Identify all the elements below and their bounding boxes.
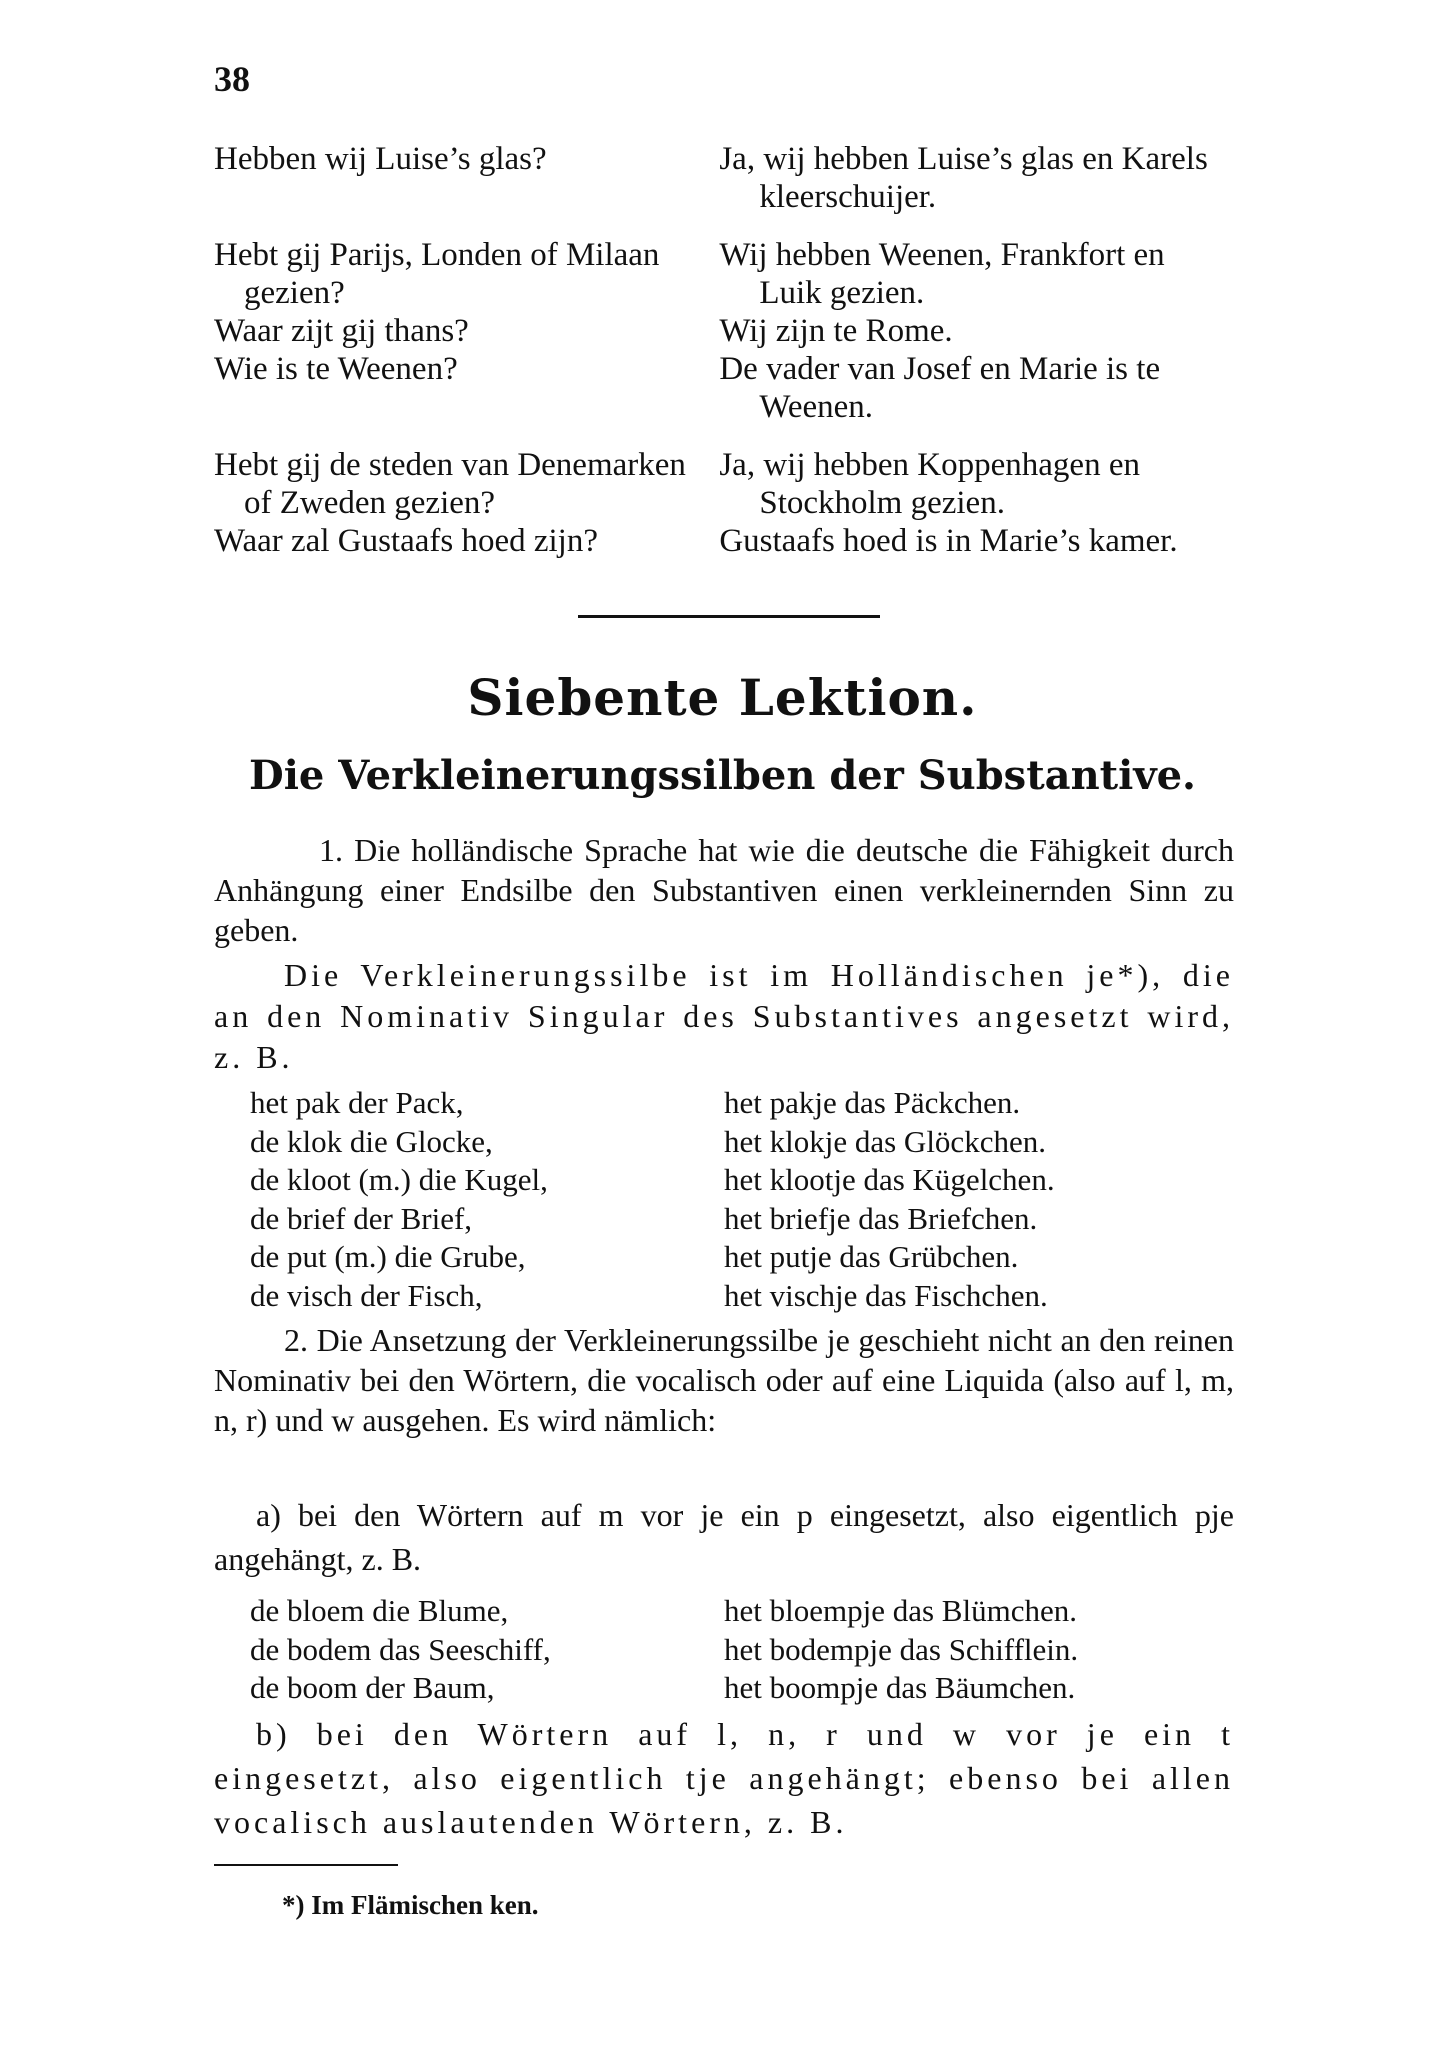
example-row (250, 1200, 1240, 1239)
footnote: *) Im Flämischen ken. (282, 1890, 539, 1920)
qa-row (214, 446, 1234, 522)
question-text: Waar zijt gij thans? (214, 313, 469, 349)
question-text: Hebt gij Parijs, Londen of Milaan gezien? (214, 237, 660, 311)
example-base-word: de visch der Fisch, (250, 1277, 483, 1313)
example-diminutive: het bloempje das Blümchen. (724, 1593, 1077, 1628)
example-base-word: de bloem die Blume, (250, 1593, 509, 1628)
paragraph-1: 1. Die holländische Sprache hat wie die deutsche die Fähigkeit durch Anhängung einer Endsilbe den Substantiven einen verkleinernden Sinn zu geben. (214, 832, 1234, 948)
example-base-word: de kloot (m.) die Kugel, (250, 1162, 548, 1197)
example-diminutive: het briefje das Briefchen. (724, 1200, 1038, 1236)
qa-row (214, 350, 1234, 426)
example-diminutive: het klootje das Kügelchen. (724, 1162, 1055, 1197)
example-row (250, 1123, 1240, 1162)
example-row (250, 1161, 1240, 1200)
page-number: 38 (214, 59, 250, 99)
example-base-word: de klok die Glocke, (250, 1123, 493, 1159)
question-text: Hebt gij de steden van Denemarken of Zweden gezien? (214, 447, 686, 521)
example-diminutive: het vischje das Fischchen. (724, 1277, 1048, 1313)
example-base-word: de brief der Brief, (250, 1200, 473, 1236)
answer-text: Gustaafs hoed is in Marie’s kamer. (719, 523, 1178, 559)
example-diminutive: het klokje das Glöckchen. (724, 1123, 1046, 1159)
question-text: Wie is te Weenen? (214, 351, 458, 387)
example-diminutive: het bodempje das Schifflein. (724, 1631, 1079, 1667)
qa-block (214, 140, 1234, 560)
example-base-word: het pak der Pack, (250, 1085, 464, 1120)
example-base-word: de boom der Baum, (250, 1670, 495, 1705)
examples-list-2 (250, 1592, 1240, 1708)
qa-row (214, 522, 1234, 560)
example-diminutive: het pakje das Päckchen. (724, 1085, 1021, 1120)
answer-text: De vader van Josef en Marie is te Weenen. (719, 351, 1161, 425)
question-text: Hebben wij Luise’s glas? (214, 141, 547, 177)
section-divider (578, 615, 880, 618)
example-row (250, 1238, 1240, 1277)
qa-row (214, 236, 1234, 312)
lesson-title: Siebente Lektion. (467, 668, 978, 727)
footnote-rule (214, 1864, 398, 1866)
example-diminutive: het boompje das Bäumchen. (724, 1670, 1076, 1705)
answer-text: Wij zijn te Rome. (719, 313, 953, 349)
examples-list-1 (250, 1084, 1240, 1315)
paragraph-5: b) bei den Wörtern auf l, n, r und w vor je ein t eingesetzt, also eigentlich tje angehängt; ebenso bei allen vocalisch auslautenden Wörtern, z. B. (214, 1716, 1234, 1840)
example-base-word: de bodem das Seeschiff, (250, 1631, 551, 1667)
example-row (250, 1277, 1240, 1316)
qa-row (214, 312, 1234, 350)
paragraph-2: Die Verkleinerungssilbe ist im Holländischen je*), die an den Nominativ Singular des Substantives angesetzt wird, z. B. (214, 957, 1234, 1075)
answer-text: Ja, wij hebben Luise’s glas en Karels kleerschuijer. (719, 141, 1208, 215)
example-row (250, 1084, 1240, 1123)
answer-text: Wij hebben Weenen, Frankfort en Luik gezien. (719, 237, 1165, 311)
example-row (250, 1669, 1240, 1708)
lesson-subtitle: Die Verkleinerungssilben der Substantive. (249, 752, 1196, 799)
example-row (250, 1631, 1240, 1670)
example-base-word: de put (m.) die Grube, (250, 1239, 526, 1274)
qa-row (214, 140, 1234, 216)
question-text: Waar zal Gustaafs hoed zijn? (214, 523, 598, 559)
paragraph-3: 2. Die Ansetzung der Verkleinerungssilbe je geschieht nicht an den reinen Nominativ bei den Wörtern, die vocalisch oder auf eine Liquida (also auf l, m, n, r) und w ausgehen. Es wird nämlich: (214, 1322, 1234, 1438)
paragraph-4: a) bei den Wörtern auf m vor je ein p eingesetzt, also eigentlich pje angehängt, z. B. (214, 1497, 1234, 1577)
example-diminutive: het putje das Grübchen. (724, 1239, 1019, 1274)
answer-text: Ja, wij hebben Koppenhagen en Stockholm gezien. (719, 447, 1140, 521)
example-row (250, 1592, 1240, 1631)
